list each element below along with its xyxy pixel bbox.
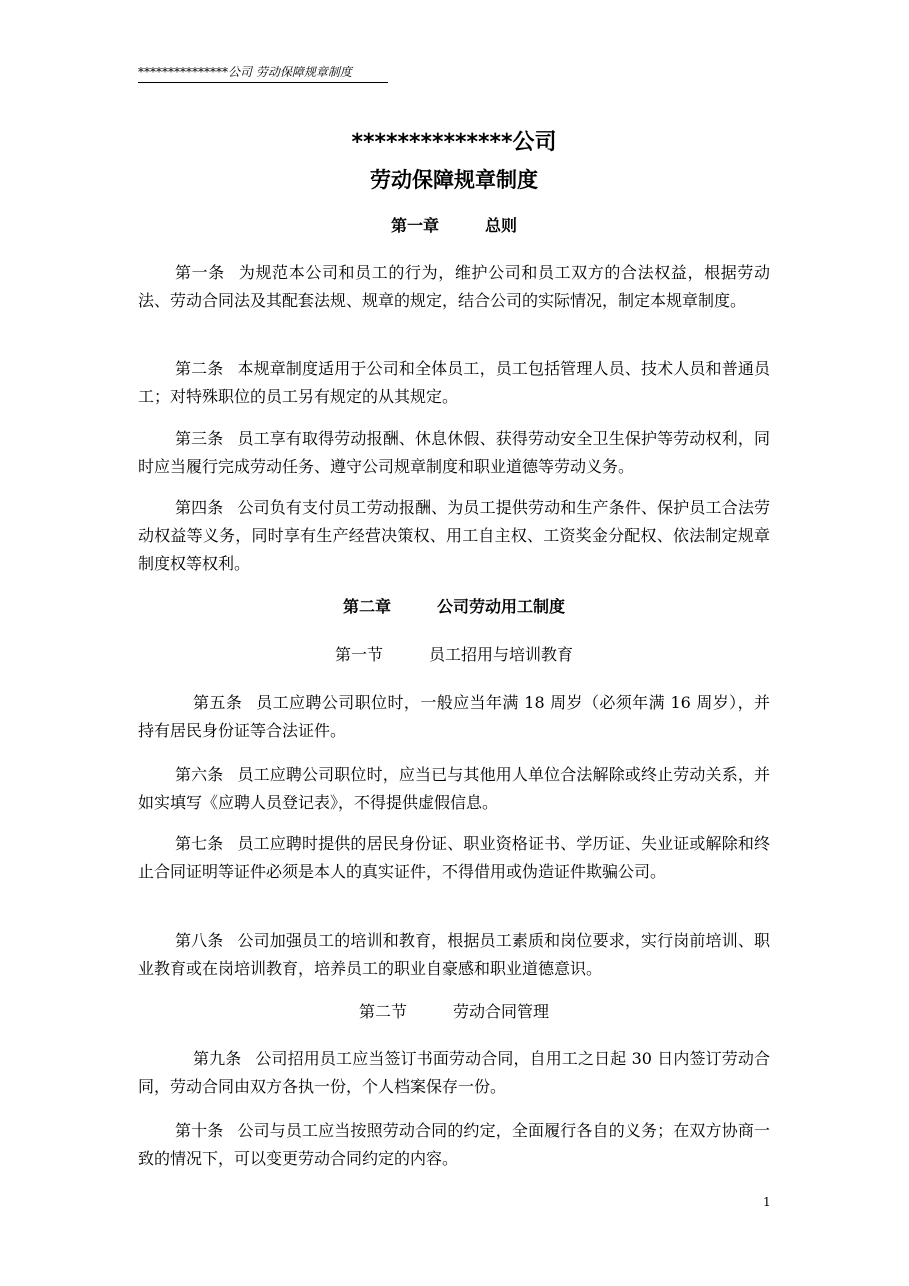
header-rule: [138, 82, 388, 83]
article-number: 第五条: [193, 693, 243, 712]
section-name: 员工招用与培训教育: [429, 645, 574, 664]
chapter-heading-2: [138, 595, 770, 619]
article-10: [138, 1117, 770, 1173]
article-text: 公司招用员工应当签订书面劳动合同，自用工之日起 30 日内签订劳动合同，劳动合同由双方各执一份，个人档案保存一份。: [138, 1049, 770, 1096]
article-3: [138, 425, 770, 481]
chapter-name: 公司劳动用工制度: [437, 597, 566, 616]
chapter-number: 第一章: [390, 216, 439, 235]
article-4: [138, 494, 770, 578]
chapter-heading-1: [138, 214, 770, 238]
article-text: 本规章制度适用于公司和全体员工，员工包括管理人员、技术人员和普通员工；对特殊职位的员工另有规定的从其规定。: [138, 359, 770, 406]
article-text: 为规范本公司和员工的行为，维护公司和员工双方的合法权益，根据劳动法、劳动合同法及其配套法规、规章的规定，结合公司的实际情况，制定本规章制度。: [138, 263, 770, 310]
section-number: 第一节: [334, 645, 383, 664]
article-number: 第十条: [175, 1121, 224, 1140]
chapter-name: 总则: [485, 216, 518, 235]
article-text: 公司负有支付员工劳动报酬、为员工提供劳动和生产条件、保护员工合法劳动权益等义务，同时享有生产经营决策权、用工自主权、工资奖金分配权、依法制定规章制度权等权利。: [138, 498, 770, 573]
article-9: [138, 1045, 770, 1101]
article-number: 第九条: [193, 1049, 242, 1068]
article-text: 员工应聘公司职位时，应当已与其他用人单位合法解除或终止劳动关系，并如实填写《应聘人员登记表》，不得提供虚假信息。: [138, 765, 770, 812]
article-1: [138, 259, 770, 315]
document-title-line2: 劳动保障规章制度: [370, 168, 538, 192]
section-heading-2: [138, 1000, 770, 1024]
section-name: 劳动合同管理: [453, 1002, 550, 1021]
article-8: [138, 927, 770, 983]
article-text: 公司加强员工的培训和教育，根据员工素质和岗位要求，实行岗前培训、职业教育或在岗培训教育，培养员工的职业自豪感和职业道德意识。: [138, 931, 770, 978]
article-number: 第八条: [175, 931, 224, 950]
article-text: 公司与员工应当按照劳动合同的约定，全面履行各自的义务；在双方协商一致的情况下，可以变更劳动合同约定的内容。: [138, 1121, 770, 1168]
section-number: 第二节: [358, 1002, 407, 1021]
header-doc-title: 劳动保障规章制度: [255, 65, 352, 79]
article-number: 第三条: [175, 429, 224, 448]
article-7: [138, 830, 770, 886]
article-number: 第二条: [175, 359, 224, 378]
article-number: 第七条: [175, 834, 224, 853]
article-2: [138, 355, 770, 411]
header-stars: ***************: [138, 65, 228, 79]
chapter-number: 第二章: [342, 597, 391, 616]
article-text: 员工应聘时提供的居民身份证、职业资格证书、学历证、失业证或解除和终止合同证明等证件必须是本人的真实证件，不得借用或伪造证件欺骗公司。: [138, 834, 770, 881]
article-5: [138, 689, 770, 745]
article-6: [138, 761, 770, 817]
section-heading-1: [138, 643, 770, 667]
article-number: 第一条: [175, 263, 225, 282]
header-company: 公司: [228, 65, 253, 79]
page-number: 1: [763, 1195, 771, 1209]
document-title-line1: **************公司: [351, 130, 557, 155]
article-number: 第四条: [175, 498, 224, 517]
article-text: 员工享有取得劳动报酬、休息休假、获得劳动安全卫生保护等劳动权利，同时应当履行完成劳动任务、遵守公司规章制度和职业道德等劳动义务。: [138, 429, 770, 476]
article-number: 第六条: [175, 765, 224, 784]
running-header: [138, 64, 778, 80]
article-text: 员工应聘公司职位时，一般应当年满 18 周岁（必须年满 16 周岁），并持有居民身份证等合法证件。: [138, 693, 770, 740]
